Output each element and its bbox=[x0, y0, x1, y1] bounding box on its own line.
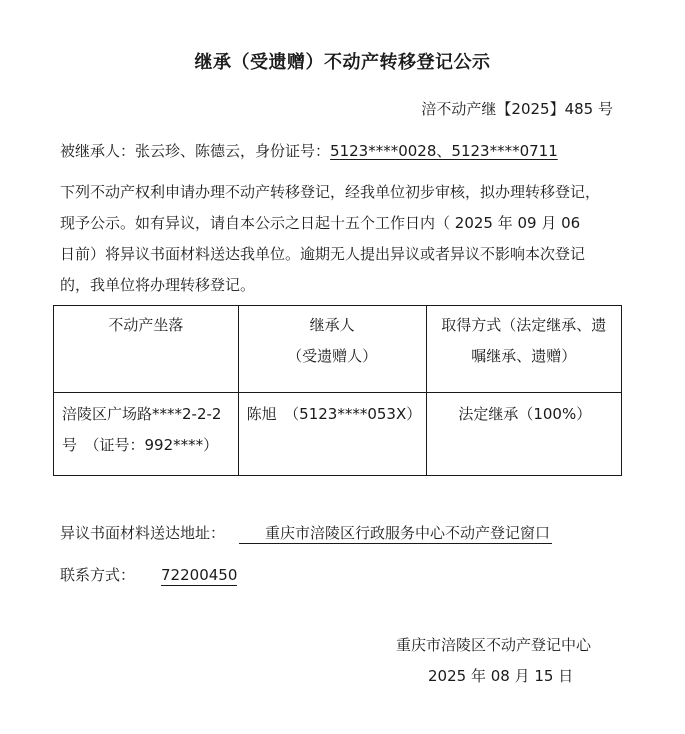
header-method bbox=[426, 306, 621, 393]
body-line: 现予公示。如有异议，请自本公示之日起十五个工作日内（ 2025 年 09 月 06 bbox=[60, 214, 581, 232]
objection-label: 异议书面材料送达地址： bbox=[60, 524, 226, 542]
header-heir-line2: （受遗赠人） bbox=[287, 347, 378, 365]
objection-address bbox=[60, 522, 552, 544]
location-line1: 涪陵区广场路****2-2-2 bbox=[62, 405, 222, 423]
table-header-row bbox=[54, 306, 622, 393]
heir-value: 陈旭 （5123****053X） bbox=[246, 405, 422, 423]
issue-date: 2025 年 08 月 15 日 bbox=[428, 667, 574, 685]
cell-method bbox=[426, 393, 621, 476]
header-location bbox=[54, 306, 239, 393]
header-heir bbox=[238, 306, 426, 393]
table-row bbox=[54, 393, 622, 476]
property-table bbox=[53, 305, 622, 476]
location-line2: 号 （证号：992****） bbox=[62, 436, 219, 454]
contact-info bbox=[60, 564, 237, 586]
contact-value: 72200450 bbox=[161, 566, 238, 584]
objection-value: 重庆市涪陵区行政服务中心不动产登记窗口 bbox=[239, 523, 552, 544]
decedent-label: 被继承人： bbox=[60, 142, 136, 160]
header-method-line2: 嘱继承、遗赠） bbox=[471, 347, 577, 365]
decedent-names: 张云珍、陈德云， bbox=[135, 142, 256, 160]
id-values: 5123****0028、5123****0711 bbox=[330, 142, 558, 160]
page-title: 继承（受遗赠）不动产转移登记公示 bbox=[194, 52, 491, 73]
header-heir-line1: 继承人 bbox=[309, 316, 355, 334]
contact-label: 联系方式： bbox=[60, 566, 136, 584]
body-line: 的，我单位将办理转移登记。 bbox=[60, 276, 256, 294]
notice-body bbox=[60, 177, 620, 301]
body-line: 日前）将异议书面材料送达我单位。逾期无人提出异议或者异议不影响本次登记 bbox=[60, 245, 586, 263]
decedent-info bbox=[60, 140, 558, 161]
cell-heir bbox=[238, 393, 426, 476]
id-label: 身份证号： bbox=[255, 142, 331, 160]
header-method-line1: 取得方式（法定继承、遗 bbox=[441, 316, 607, 334]
cell-location bbox=[54, 393, 239, 476]
method-value: 法定继承（100%） bbox=[458, 405, 592, 423]
document-number: 涪不动产继【2025】485 号 bbox=[421, 100, 613, 118]
header-location-text: 不动产坐落 bbox=[108, 316, 184, 334]
issuing-organization: 重庆市涪陵区不动产登记中心 bbox=[396, 636, 592, 654]
body-line: 下列不动产权利申请办理不动产转移登记，经我单位初步审核，拟办理转移登记， bbox=[60, 183, 601, 201]
